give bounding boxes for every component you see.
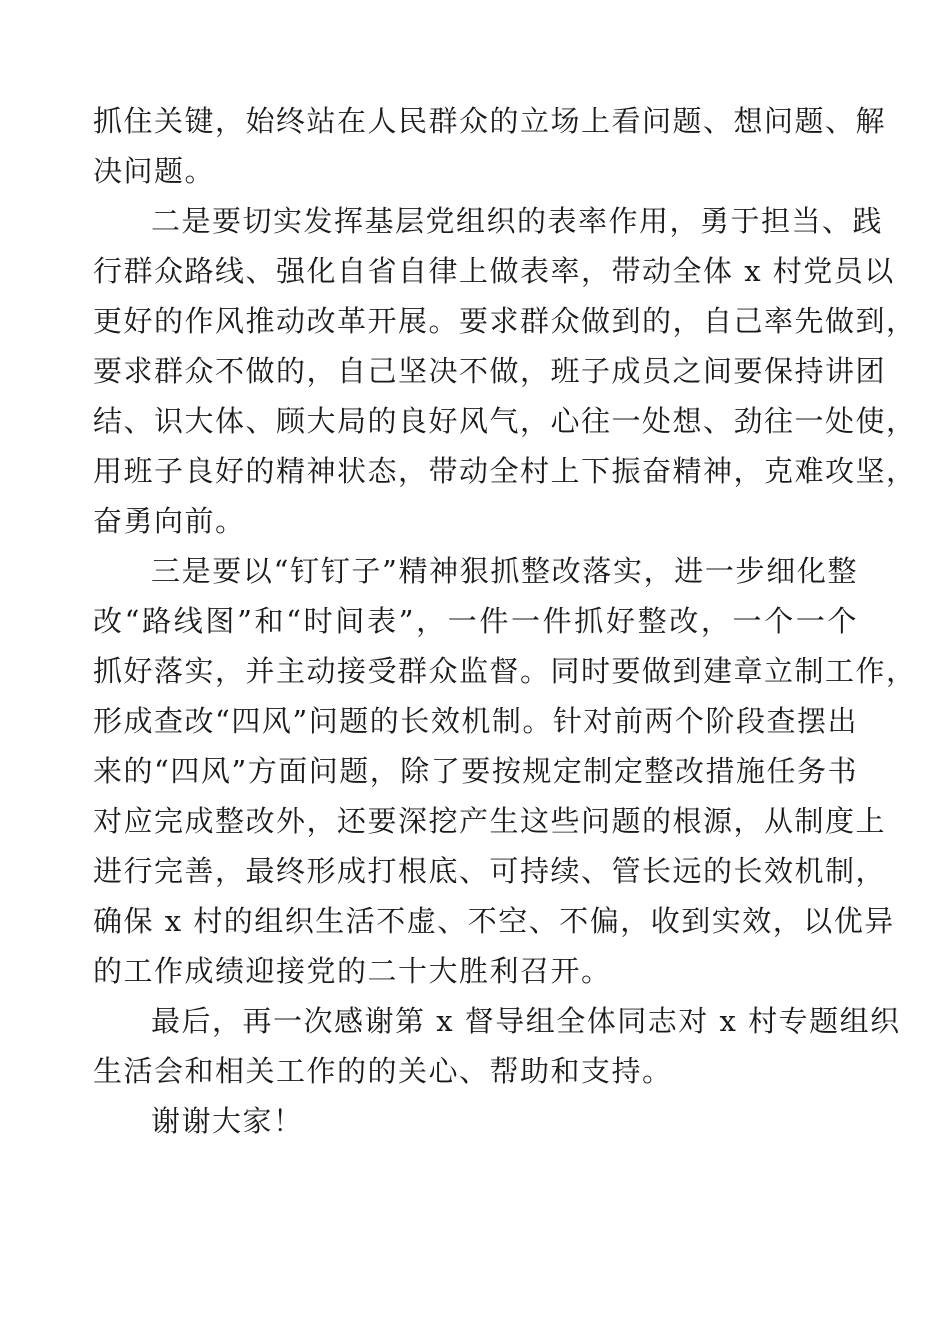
text-line: 三是要以“钉钉子”精神狠抓整改落实，进一步细化整 [151,554,858,588]
paragraph-closing-thanks [93,996,901,1096]
text-line: 进行完善，最终形成打根底、可持续、管长远的长效机制， [93,854,887,888]
paragraph-sign-off [93,1096,858,1146]
text-line: 改“路线图”和“时间表”，一件一件抓好整改，一个一个 [93,604,858,638]
text-line: 行群众路线、强化自省自律上做表率，带动全体 x 村党员以 [93,254,895,288]
text-line: 抓好落实，并主动接受群众监督。同时要做到建章立制工作， [93,654,917,688]
text-line: 更好的作风推动改革开展。要求群众做到的，自己率先做到， [93,304,917,338]
text-line: 来的“四风”方面问题，除了要按规定制定整改措施任务书 [93,754,858,788]
paragraph-third-point [93,546,917,996]
text-line: 决问题。 [93,154,216,188]
text-line: 的工作成绩迎接党的二十大胜利召开。 [93,954,612,988]
text-line: 形成查改“四风”问题的长效机制。针对前两个阶段查摆出 [93,704,858,738]
paragraph-second-point [93,196,917,546]
text-line: 要求群众不做的，自己坚决不做，班子成员之间要保持讲团 [93,354,887,388]
text-line: 用班子良好的精神状态，带动全村上下振奋精神，克难攻坚， [93,454,917,488]
text-line: 生活会和相关工作的的关心、帮助和支持。 [93,1054,673,1088]
text-line: 结、识大体、顾大局的良好风气，心往一处想、劲往一处使， [93,404,917,438]
text-line: 最后，再一次感谢第 x 督导组全体同志对 x 村专题组织 [151,1004,901,1038]
text-line: 谢谢大家！ [151,1104,304,1138]
text-line: 对应完成整改外，还要深挖产生这些问题的根源，从制度上 [93,804,887,838]
document-body [93,96,917,1146]
text-line: 抓住关键，始终站在人民群众的立场上看问题、想问题、解 [93,104,887,138]
text-line: 奋勇向前。 [93,504,246,538]
text-line: 确保 x 村的组织生活不虚、不空、不偏，收到实效，以优异 [93,904,895,938]
paragraph-continuation [93,96,887,196]
text-line: 二是要切实发挥基层党组织的表率作用，勇于担当、践 [151,204,884,238]
